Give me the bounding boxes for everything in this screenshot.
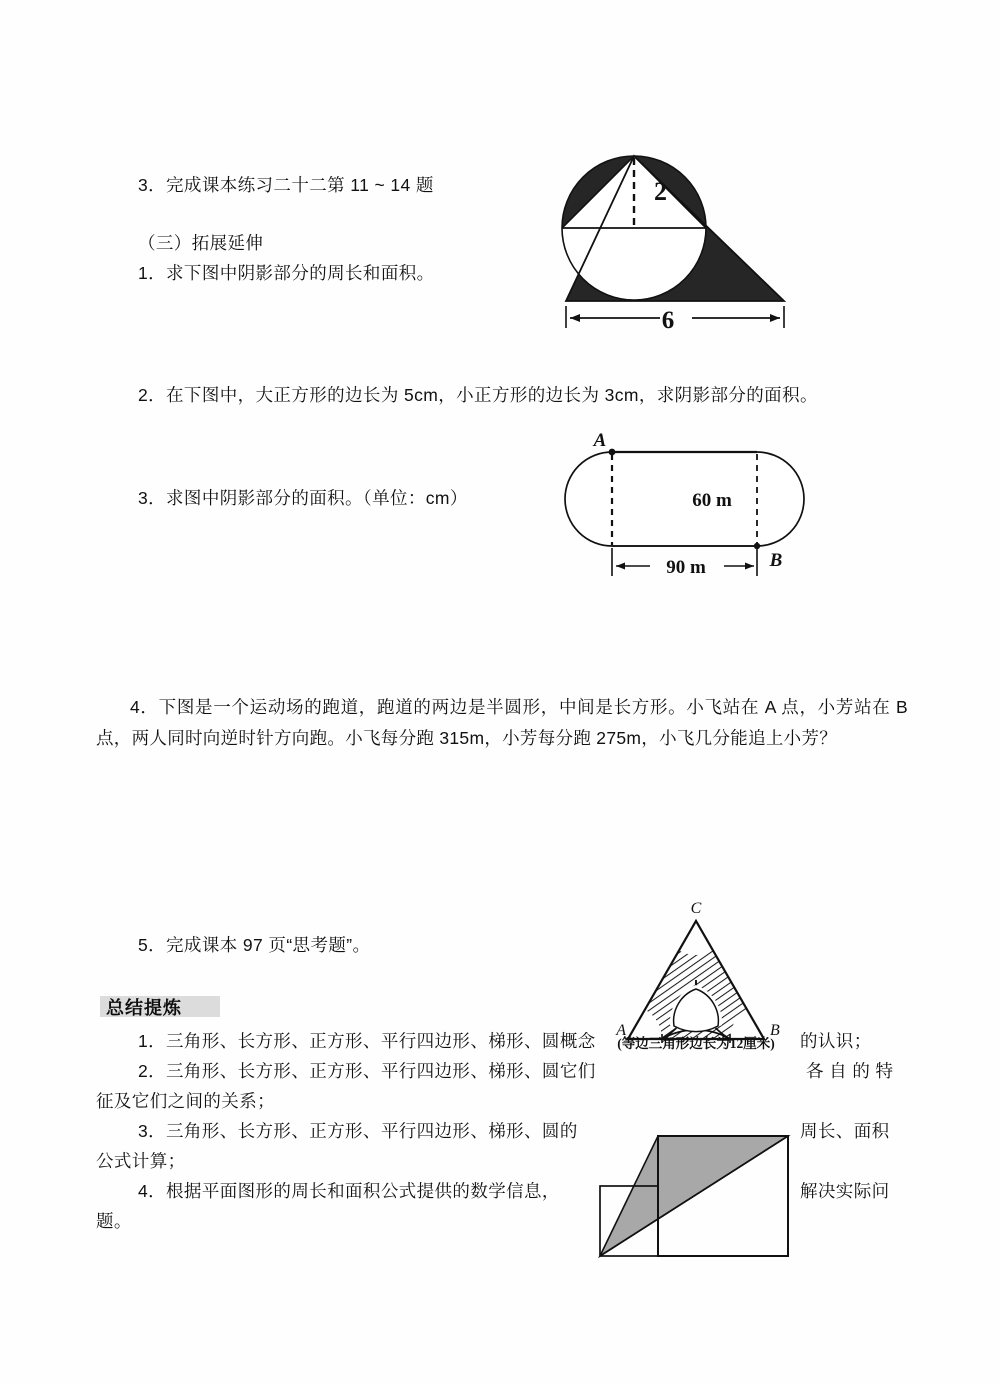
summary-heading xyxy=(100,996,260,1018)
stadium-outline xyxy=(565,452,804,546)
extension-item-3: 3．求图中阴影部分的面积。（单位：cm） xyxy=(138,488,468,508)
extension-item-4: 4．下图是一个运动场的跑道，跑道的两边是半圆形，中间是长方形。小飞站在 A 点，小芳站在 B 点，两人同时向逆时针方向跑。小飞每分跑 315m，小芳每分跑 275m，小飞几分能追上小芳？ xyxy=(96,697,908,748)
figure2-point-a: A xyxy=(593,430,607,451)
figure1-height-label: 2 xyxy=(654,177,667,206)
summary-line-1-left: 1．三角形、长方形、正方形、平行四边形、梯形、圆概念 xyxy=(138,1031,596,1051)
figure2-length-label: 90 m xyxy=(666,557,706,578)
summary-line-3-right: 周长、面积 xyxy=(800,1121,890,1141)
figure3-vertex-b: B xyxy=(770,1022,780,1039)
summary-line-2-right: 各 自 的 特 xyxy=(806,1061,894,1081)
figure-circle-triangle xyxy=(556,138,816,333)
figure-stadium-track xyxy=(572,432,822,582)
summary-line-3-left: 3．三角形、长方形、正方形、平行四边形、梯形、圆的 xyxy=(138,1121,578,1141)
extension-item-2: 2．在下图中，大正方形的边长为 5cm，小正方形的边长为 3cm，求阴影部分的面积。 xyxy=(138,385,818,405)
extension-item-5: 5．完成课本 97 页“思考题”。 xyxy=(138,935,371,955)
summary-line-4-left: 4．根据平面图形的周长和面积公式提供的数学信息， xyxy=(138,1181,560,1201)
summary-line-4-continued: 题。 xyxy=(96,1211,132,1231)
point-a-dot xyxy=(609,449,616,456)
section-heading-extension: （三）拓展延伸 xyxy=(138,233,264,253)
summary-line-2-left: 2．三角形、长方形、正方形、平行四边形、梯形、圆它们 xyxy=(138,1061,596,1081)
summary-line-2-continued: 征及它们之间的关系； xyxy=(96,1091,275,1111)
summary-line-1-right: 的认识； xyxy=(800,1031,872,1051)
figure2-point-b: B xyxy=(769,550,783,571)
item-3-practice-line: 3．完成课本练习二十二第 11 ~ 14 题 xyxy=(138,175,434,195)
figure1-base-label: 6 xyxy=(661,307,675,334)
summary-line-3-continued: 公式计算； xyxy=(96,1151,186,1171)
extension-item-1: 1．求下图中阴影部分的周长和面积。 xyxy=(138,263,435,283)
summary-heading-label: 总结提炼 xyxy=(106,998,182,1018)
figure-two-squares xyxy=(592,1124,802,1274)
figure2-width-label: 60 m xyxy=(692,490,732,511)
figure3-vertex-a: A xyxy=(616,1022,626,1039)
figure3-caption: (等边三角形边长为12厘米) xyxy=(617,1036,775,1051)
summary-line-4-right: 解决实际问 xyxy=(800,1181,890,1201)
figure3-vertex-c: C xyxy=(690,900,702,917)
